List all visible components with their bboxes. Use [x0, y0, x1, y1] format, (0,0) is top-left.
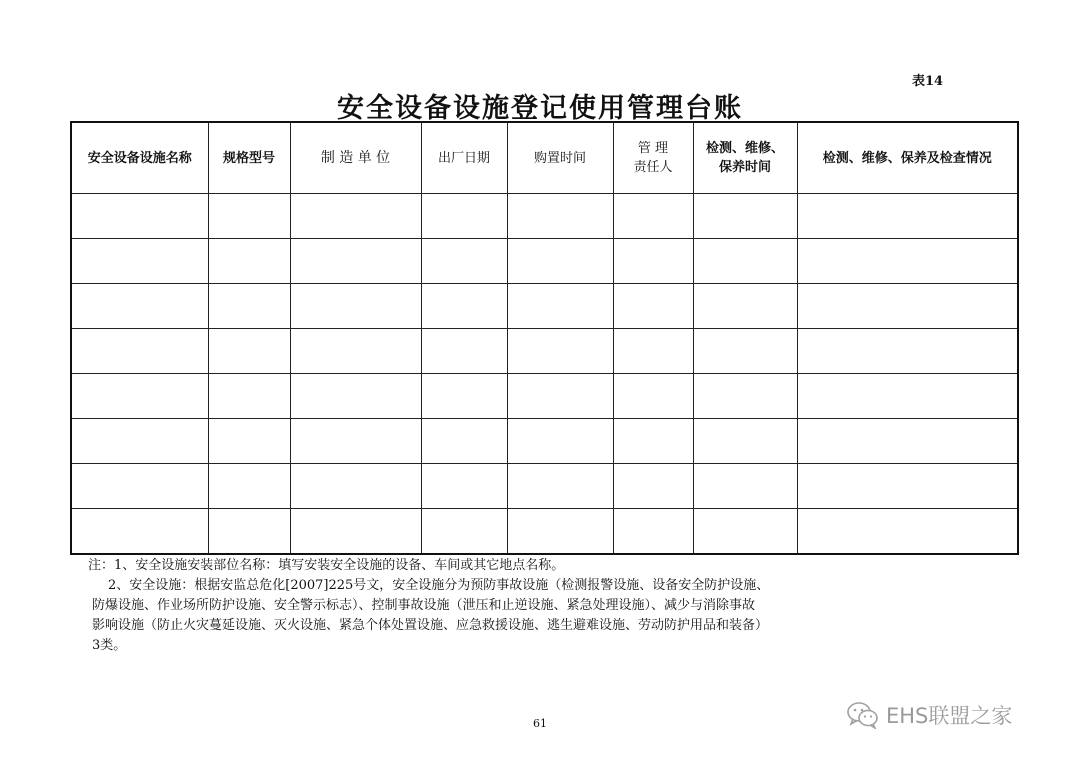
watermark-text: EHS联盟之家 [886, 704, 1013, 728]
table-row [71, 329, 1018, 374]
table-cell[interactable] [208, 374, 290, 419]
table-row [71, 194, 1018, 239]
table-cell[interactable] [208, 419, 290, 464]
table-cell[interactable] [290, 194, 421, 239]
note-2-line-3: 影响设施（防止火灾蔓延设施、灭火设施、紧急个体处置设施、应急救援设施、逃生避难设施、劳动防护用品和装备） [92, 618, 769, 633]
table-cell[interactable] [208, 284, 290, 329]
table-cell[interactable] [421, 509, 507, 555]
table-cell[interactable] [693, 239, 797, 284]
notes-section [88, 556, 1018, 656]
table-cell[interactable] [613, 329, 693, 374]
table-cell[interactable] [71, 284, 208, 329]
table-cell[interactable] [507, 194, 613, 239]
table-cell[interactable] [71, 374, 208, 419]
table-cell[interactable] [71, 329, 208, 374]
watermark [846, 700, 1012, 730]
ledger-table [70, 121, 1019, 555]
table-cell[interactable] [797, 284, 1018, 329]
table-cell[interactable] [290, 464, 421, 509]
table-row [71, 419, 1018, 464]
table-cell[interactable] [613, 194, 693, 239]
col-header-purchase-time: 购置时间 [507, 122, 613, 194]
table-cell[interactable] [613, 419, 693, 464]
col-header-responsible-person: 管 理 责任人 [613, 122, 693, 194]
table-cell[interactable] [290, 284, 421, 329]
note-2-line-1: 2、安全设施：根据安监总危化[2007]225号文，安全设施分为预防事故设施（检测报警设施、设备安全防护设施、 [108, 578, 770, 593]
table-cell[interactable] [290, 509, 421, 555]
col-header-inspection-status: 检测、维修、保养及检查情况 [797, 122, 1018, 194]
table-cell[interactable] [421, 329, 507, 374]
table-cell[interactable] [71, 509, 208, 555]
table-cell[interactable] [693, 509, 797, 555]
table-cell[interactable] [208, 239, 290, 284]
note-2-line-4: 3类。 [92, 638, 127, 653]
table-cell[interactable] [507, 239, 613, 284]
table-cell[interactable] [71, 419, 208, 464]
table-cell[interactable] [797, 329, 1018, 374]
table-cell[interactable] [797, 374, 1018, 419]
table-cell[interactable] [71, 239, 208, 284]
col-header-model: 规格型号 [208, 122, 290, 194]
table-cell[interactable] [507, 374, 613, 419]
page-title: 安全设备设施登记使用管理台账 [337, 93, 743, 124]
col-header-production-date: 出厂日期 [421, 122, 507, 194]
table-cell[interactable] [797, 419, 1018, 464]
table-cell[interactable] [693, 419, 797, 464]
table-cell[interactable] [208, 464, 290, 509]
table-cell[interactable] [613, 284, 693, 329]
table-row [71, 509, 1018, 555]
table-cell[interactable] [507, 509, 613, 555]
table-cell[interactable] [507, 284, 613, 329]
col-header-manufacturer: 制 造 单 位 [290, 122, 421, 194]
table-cell[interactable] [290, 239, 421, 284]
table-cell[interactable] [290, 419, 421, 464]
table-cell[interactable] [613, 239, 693, 284]
note-2-line-2: 防爆设施、作业场所防护设施、安全警示标志）、控制事故设施（泄压和止逆设施、紧急处理设施）、减少与消除事故 [92, 598, 756, 613]
table-number: 表14 [912, 74, 944, 89]
col-header-facility-name: 安全设备设施名称 [71, 122, 208, 194]
table-cell[interactable] [613, 509, 693, 555]
note-1: 注：1、安全设施安装部位名称：填写安装安全设施的设备、车间或其它地点名称。 [88, 558, 565, 573]
table-cell[interactable] [507, 419, 613, 464]
col-header-maintenance-time: 检测、维修、 保养时间 [693, 122, 797, 194]
table-cell[interactable] [613, 464, 693, 509]
table-cell[interactable] [71, 194, 208, 239]
table-cell[interactable] [71, 464, 208, 509]
table-cell[interactable] [208, 509, 290, 555]
table-cell[interactable] [693, 464, 797, 509]
table-cell[interactable] [613, 374, 693, 419]
table-row [71, 284, 1018, 329]
table-cell[interactable] [421, 284, 507, 329]
wechat-icon [846, 701, 880, 729]
table-cell[interactable] [290, 329, 421, 374]
table-cell[interactable] [693, 374, 797, 419]
header-row [71, 122, 1018, 194]
table-cell[interactable] [797, 239, 1018, 284]
table-cell[interactable] [208, 329, 290, 374]
table-cell[interactable] [421, 464, 507, 509]
table-row [71, 239, 1018, 284]
table-row [71, 464, 1018, 509]
table-cell[interactable] [797, 464, 1018, 509]
table-cell[interactable] [290, 374, 421, 419]
table-cell[interactable] [507, 464, 613, 509]
page-number: 61 [533, 717, 547, 730]
table-cell[interactable] [421, 374, 507, 419]
table-row [71, 374, 1018, 419]
table-cell[interactable] [421, 419, 507, 464]
table-cell[interactable] [421, 239, 507, 284]
table-cell[interactable] [693, 194, 797, 239]
table-cell[interactable] [693, 329, 797, 374]
table-cell[interactable] [693, 284, 797, 329]
table-cell[interactable] [208, 194, 290, 239]
table-cell[interactable] [507, 329, 613, 374]
table-cell[interactable] [421, 194, 507, 239]
table-cell[interactable] [797, 194, 1018, 239]
table-cell[interactable] [797, 509, 1018, 555]
